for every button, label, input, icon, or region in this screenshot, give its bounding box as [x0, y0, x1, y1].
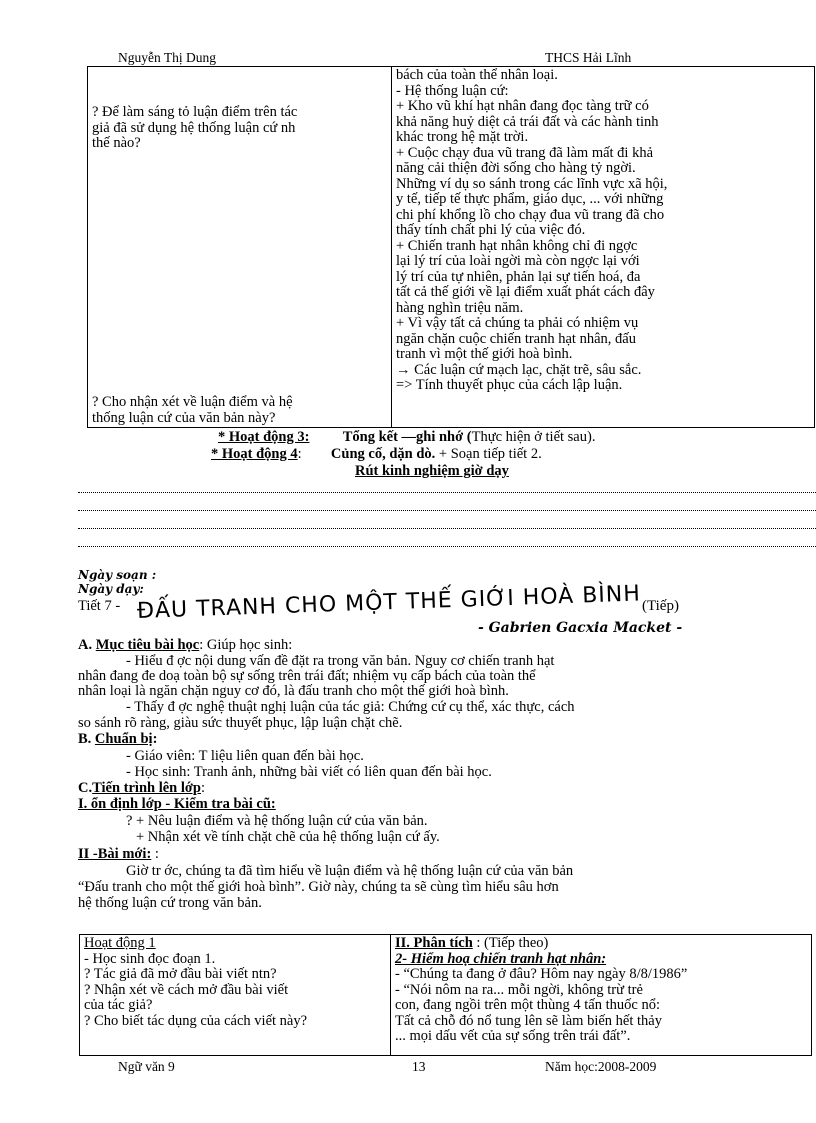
body-line: - Hiểu đ ợc nội dung vấn đề đặt ra trong văn bản. Nguy cơ chiến tranh hạt: [126, 653, 555, 669]
section-a: [78, 638, 292, 654]
table1-line: hàng nghìn triệu năm.: [396, 299, 524, 316]
body-line: ? + Nêu luận điểm và hệ thống luận cứ của văn bản.: [126, 813, 428, 829]
table2-line: ? Nhận xét về cách mở đầu bài viết: [84, 981, 289, 998]
body-line: so sánh rõ ràng, giàu sức thuyết phục, lập luận chặt chẽ.: [78, 715, 403, 731]
body-line: hệ thống luận cứ trong văn bản.: [78, 895, 262, 911]
table1-line: => Tính thuyết phục của cách lập luận.: [396, 377, 623, 393]
analysis-table-1: [87, 66, 815, 428]
table1-question: thống luận cứ của văn bản này?: [92, 409, 276, 426]
table1-question: giả đã sử dụng hệ thống luận cứ nh: [92, 119, 296, 136]
dotted-line: [78, 492, 816, 493]
activity-4-label: * Hoạt động 4: [211, 446, 298, 462]
table2-line: ? Cho biết tác dụng của cách viết này?: [84, 1012, 308, 1029]
activity-3-note: Thực hiện ở tiết sau).: [471, 429, 596, 445]
table2-line: của tác giả?: [84, 997, 153, 1013]
table2-subheading: 2- Hiểm hoạ chiến tranh hạt nhân:: [395, 950, 607, 967]
table1-line: y tế, tiếp tế thực phẩm, giáo dục, ... với những: [396, 191, 664, 207]
table2-line: - “Chúng ta đang ở đâu? Hôm nay ngày 8/8/1986”: [395, 966, 688, 982]
table2-line: - “Nói nôm na ra... mỗi ngời, không trừ trẻ: [395, 981, 643, 998]
ngay-soan: Ngày soạn :: [78, 568, 157, 582]
ngay-day: Ngày dạy:: [78, 582, 144, 596]
section-a-rest: : Giúp học sinh:: [199, 637, 293, 653]
lesson-author: - Gabrien Gacxia Macket -: [478, 620, 683, 636]
activity-4-note: + Soạn tiếp tiết 2.: [435, 446, 542, 462]
table1-line: khả năng huỷ diệt cả trái đất và các hành tinh: [396, 113, 659, 130]
activity-4-colon: :: [297, 446, 302, 462]
table2-line: - Học sinh đọc đoạn 1.: [84, 950, 216, 967]
table2-left-cell: [80, 935, 391, 1056]
table2-line: Tất cả chỗ đó nổ tung lên sẽ làm biến hết thảy: [395, 1012, 662, 1029]
table2-line: con, đang ngồi trên một thùng 4 tấn thuốc nổ:: [395, 997, 660, 1013]
table1-question: ? Để làm sáng tỏ luận điểm trên tác: [92, 104, 298, 120]
section-a-label: A. Mục tiêu bài học: [78, 637, 200, 653]
table1-line: + Vì vậy tất cả chúng ta phải có nhiệm vụ: [396, 315, 639, 331]
body-line: - Thấy đ ợc nghệ thuật nghị luận của tác giả: Chứng cứ cụ thể, xác thực, cách: [126, 699, 575, 715]
table2-right-cell: [391, 935, 812, 1056]
tiep-label: (Tiếp): [642, 598, 679, 614]
section-ii: [78, 847, 159, 863]
dotted-line: [78, 510, 816, 511]
body-line: - Học sinh: Tranh ảnh, những bài viết có liên quan đến bài học.: [126, 764, 492, 780]
body-line: Giờ tr ớc, chúng ta đã tìm hiểu về luận điểm và hệ thống luận cứ của văn bản: [126, 863, 574, 879]
lesson-title: ĐẤU TRANH CHO MỘT THẾ GIỚI HOÀ BÌNH: [136, 581, 642, 624]
table1-question: ? Cho nhận xét về luận điểm và hệ: [92, 394, 293, 410]
table1-line: chi phí khổng lồ cho chạy đua vũ trang đã cho: [396, 206, 665, 223]
header-school: THCS Hải Lĩnh: [545, 50, 632, 65]
table1-line: lại lý trí của loài ngời mà còn ngợc lại với: [396, 253, 640, 269]
table1-line: Những ví dụ so sánh trong các lĩnh vực xã hội,: [396, 175, 668, 192]
body-line: + Nhận xét về tính chặt chẽ của hệ thống luận cứ ấy.: [136, 829, 440, 845]
footer-school-year: Năm học:2008-2009: [545, 1059, 657, 1074]
section-b-label: B. Chuẩn bị:: [78, 731, 158, 747]
table1-line: → Các luận cứ mạch lạc, chặt trẽ, sâu sắc.: [396, 361, 642, 378]
table1-line: tất cả thế giới về lại điểm xuất phát cách đây: [396, 284, 655, 300]
table1-line: tranh vì một thế giới hoà bình.: [396, 346, 573, 362]
table1-line: ngăn chặn cuộc chiến tranh hạt nhân, đấu: [396, 330, 636, 347]
table2-title: II. Phân tích: [395, 935, 473, 951]
table1-line: thấy tính chất phi lý của việc đó.: [396, 222, 586, 238]
footer-subject: Ngữ văn 9: [118, 1059, 175, 1074]
table2-heading: [395, 936, 807, 952]
table1-right-cell: [392, 67, 815, 428]
section-ii-colon: :: [151, 846, 159, 862]
section-i-label: I. ổn định lớp - Kiểm tra bài cũ:: [78, 796, 276, 812]
footer-page-number: 13: [412, 1059, 426, 1074]
rut-kinh-nghiem-heading: Rút kinh nghiệm giờ dạy: [355, 463, 509, 479]
table1-line: bách của toàn thể nhân loại.: [396, 67, 558, 83]
tiet-label: Tiết 7 -: [78, 598, 121, 614]
table1-left-cell: [88, 67, 392, 428]
table1-line: lý trí của tự nhiên, phản lại sự tiến hoá, đa: [396, 268, 641, 285]
table2-activity: Hoạt động 1: [84, 935, 156, 951]
analysis-table-2: [79, 934, 812, 1056]
body-line: nhân đang đe doạ toàn bộ sự sống trên trái đất; nhiệm vụ cấp bách của toàn thể: [78, 668, 536, 684]
dotted-line: [78, 546, 816, 547]
table1-line: + Cuộc chạy đua vũ trang đã làm mất đi khả: [396, 144, 654, 161]
table1-line: + Chiến tranh hạt nhân không chỉ đi ngợc: [396, 237, 638, 254]
activity-3-label: * Hoạt động 3:: [218, 429, 310, 445]
table2-line: ... mọi dấu vết của sự sống trên trái đất”.: [395, 1028, 631, 1044]
activity-4: [211, 447, 542, 463]
activity-4-title: Củng cố, dặn dò.: [330, 446, 436, 462]
section-ii-label: II -Bài mới:: [78, 846, 152, 862]
activity-3-title: Tổng kết —ghi nhớ (: [342, 429, 472, 445]
table1-line: năng cải thiện đời sống cho hàng tỷ ngời.: [396, 160, 636, 176]
table2-title-rest: : (Tiếp theo): [472, 935, 549, 951]
body-line: nhân loại là ngăn chặn nguy cơ đó, là đấu tranh cho một thế giới hoà bình.: [78, 683, 509, 699]
table1-line: + Kho vũ khí hạt nhân đang đọc tàng trữ có: [396, 98, 649, 114]
body-line: “Đấu tranh cho một thế giới hoà bình”. Giờ này, chúng ta sẽ cùng tìm hiểu sâu hơn: [78, 879, 559, 895]
dotted-line: [78, 528, 816, 529]
table1-line: - Hệ thống luận cứ:: [396, 82, 509, 99]
table1-line: khác trong hệ mặt trời.: [396, 129, 529, 145]
section-c-colon: :: [201, 780, 206, 796]
table2-line: ? Tác giả đã mở đầu bài viết ntn?: [84, 966, 277, 982]
body-line: - Giáo viên: T liệu liên quan đến bài học.: [126, 748, 364, 764]
activity-3: [218, 430, 595, 446]
section-c: C.Tiến trình lên lớp:: [78, 780, 206, 796]
header-author: Nguyễn Thị Dung: [118, 50, 216, 65]
table1-question: thế nào?: [92, 135, 141, 151]
